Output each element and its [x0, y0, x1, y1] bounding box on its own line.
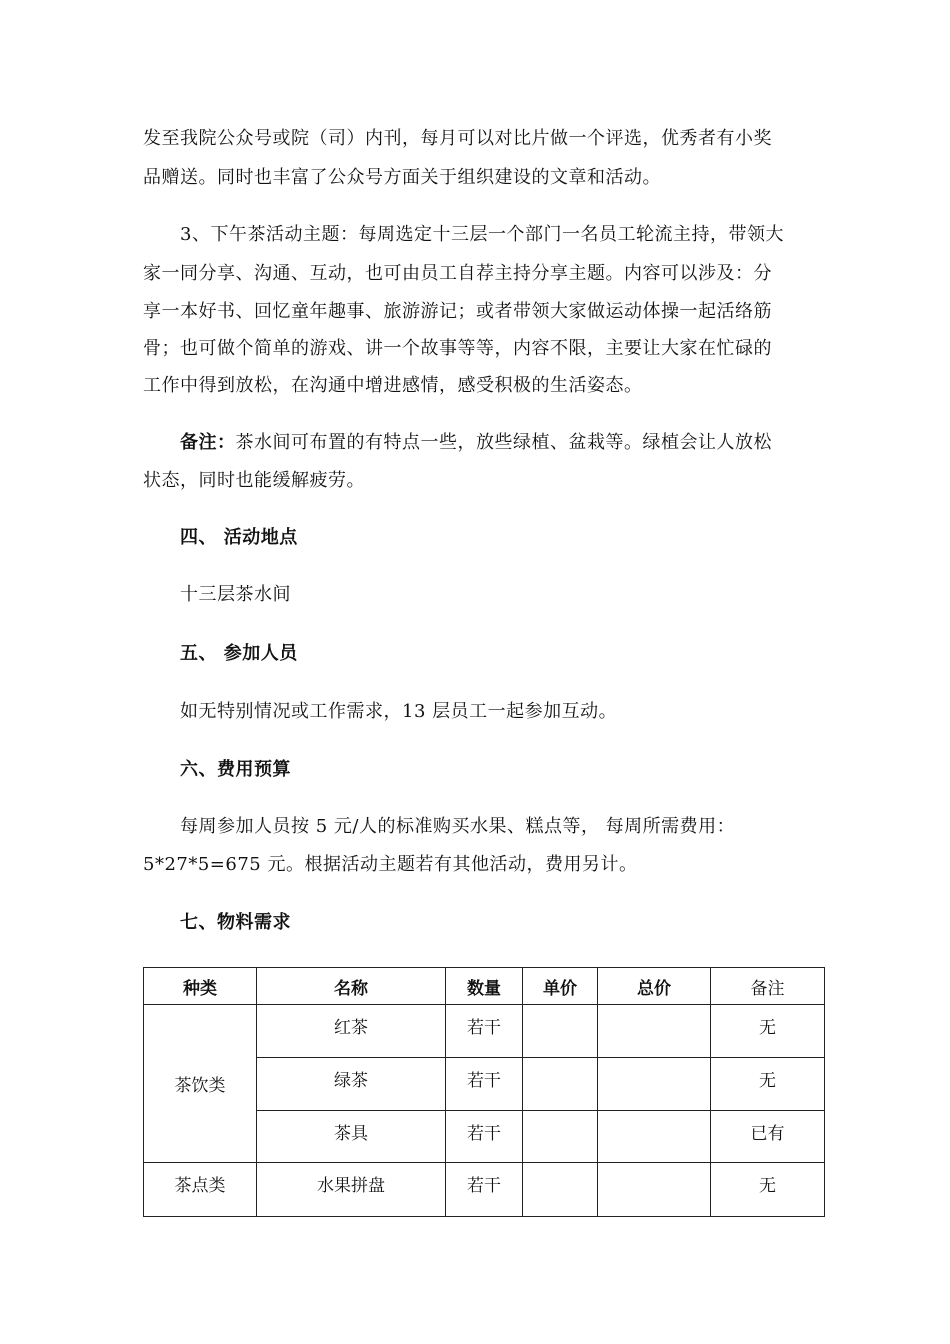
qty-cell: 若干	[446, 1163, 523, 1217]
section6-heading: 六、费用预算	[180, 759, 291, 780]
para2-line4: 骨；也可做个简单的游戏、讲一个故事等等，内容不限，主要让大家在忙碌的	[143, 338, 772, 359]
section6-line2: 5*27*5=675 元。根据活动主题若有其他活动，费用另计。	[143, 854, 638, 875]
total-price-cell	[598, 1111, 711, 1163]
para2-line3: 享一本好书、回忆童年趣事、旅游游记；或者带领大家做运动体操一起活络筋	[143, 301, 772, 322]
qty-cell: 若干	[446, 1058, 523, 1111]
total-price-cell	[598, 1005, 711, 1058]
header-total-price: 总价	[598, 968, 711, 1005]
name-cell: 茶具	[257, 1111, 446, 1163]
total-price-cell	[598, 1163, 711, 1217]
table-header-row	[144, 968, 825, 1005]
para1-line2: 品赠送。同时也丰富了公众号方面关于组织建设的文章和活动。	[143, 167, 661, 188]
unit-price-cell	[523, 1111, 598, 1163]
header-category: 种类	[144, 968, 257, 1005]
section7-heading: 七、物料需求	[180, 912, 291, 933]
para2-line1: 3、下午茶活动主题：每周选定十三层一个部门一名员工轮流主持，带领大	[180, 224, 784, 245]
note-cell: 无	[711, 1058, 825, 1111]
section5-heading: 五、 参加人员	[180, 643, 298, 664]
para1-line1: 发至我院公众号或院（司）内刊，每月可以对比片做一个评选，优秀者有小奖	[143, 128, 772, 149]
unit-price-cell	[523, 1058, 598, 1111]
para2-line2: 家一同分享、沟通、互动，也可由员工自荐主持分享主题。内容可以涉及：分	[143, 263, 772, 284]
qty-cell: 若干	[446, 1005, 523, 1058]
section4-heading: 四、 活动地点	[180, 527, 298, 548]
header-note: 备注	[711, 968, 825, 1005]
total-price-cell	[598, 1058, 711, 1111]
note-label: 备注：	[180, 432, 236, 453]
table-row	[144, 1163, 825, 1217]
note-text: 茶水间可布置的有特点一些，放些绿植、盆栽等。绿植会让人放松	[235, 432, 772, 453]
note-cell: 无	[711, 1163, 825, 1217]
unit-price-cell	[523, 1005, 598, 1058]
category-cell: 茶点类	[144, 1163, 257, 1217]
note-line2: 状态，同时也能缓解疲劳。	[143, 470, 365, 491]
qty-cell: 若干	[446, 1111, 523, 1163]
para2-line5: 工作中得到放松，在沟通中增进感情，感受积极的生活姿态。	[143, 375, 643, 396]
section6-line1: 每周参加人员按 5 元/人的标准购买水果、糕点等， 每周所需费用：	[180, 816, 736, 837]
header-unit-price: 单价	[523, 968, 598, 1005]
table-row	[144, 1005, 825, 1058]
materials-table	[143, 967, 825, 1217]
note-cell: 已有	[711, 1111, 825, 1163]
section4-body: 十三层茶水间	[180, 584, 291, 605]
category-cell: 茶饮类	[144, 1005, 257, 1163]
section5-body: 如无特别情况或工作需求，13 层员工一起参加互动。	[180, 701, 618, 722]
header-name: 名称	[257, 968, 446, 1005]
name-cell: 绿茶	[257, 1058, 446, 1111]
note-line1	[180, 433, 772, 453]
note-cell: 无	[711, 1005, 825, 1058]
unit-price-cell	[523, 1163, 598, 1217]
name-cell: 红茶	[257, 1005, 446, 1058]
header-qty: 数量	[446, 968, 523, 1005]
name-cell: 水果拼盘	[257, 1163, 446, 1217]
